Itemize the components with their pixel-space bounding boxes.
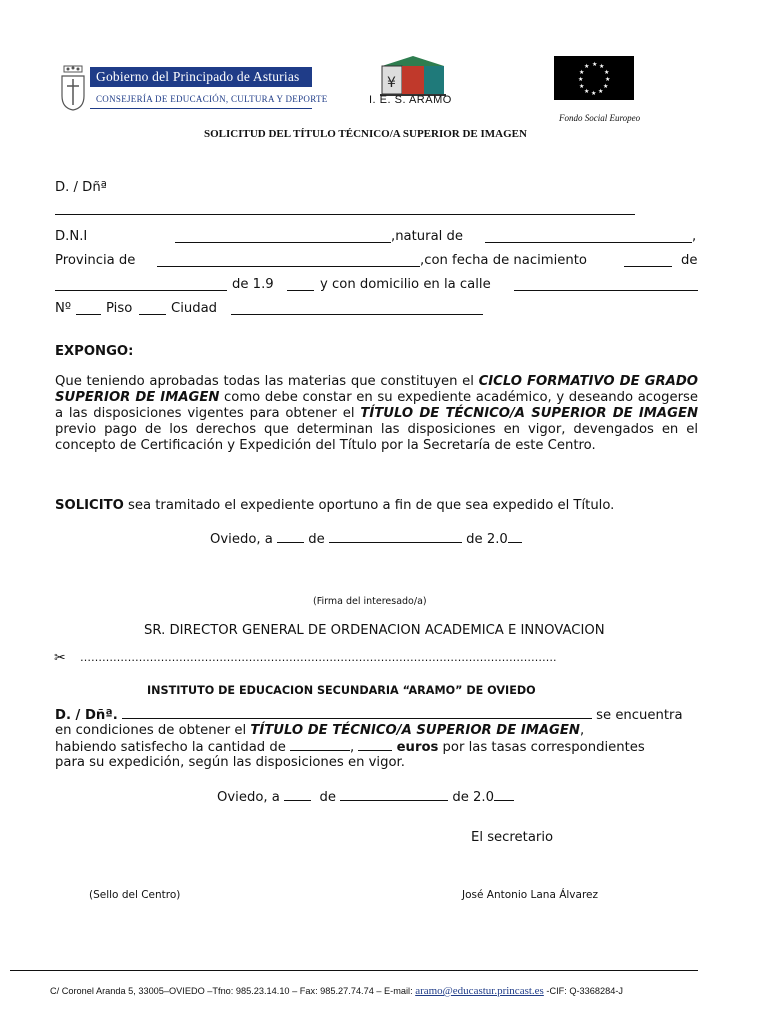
scissors-icon: ✂: [54, 650, 66, 666]
year-prefix: de 2.0: [466, 532, 508, 547]
receipt-month-field[interactable]: [340, 789, 448, 801]
footer-cif: -CIF: Q-3368284-J: [543, 986, 623, 996]
svg-text:★: ★: [584, 88, 590, 95]
ciudad-label: Ciudad: [171, 301, 218, 316]
receipt-line-4: para su expedición, según las disposiciones en vigor.: [55, 755, 405, 770]
svg-text:★: ★: [605, 76, 611, 83]
receipt-year-prefix: de 2.0: [452, 790, 495, 805]
oviedo-a-label: Oviedo, a: [210, 532, 273, 547]
expongo-heading: EXPONGO:: [55, 344, 134, 359]
date-line-2: [217, 789, 514, 806]
svg-text:★: ★: [579, 83, 585, 90]
receipt-name-field[interactable]: [122, 707, 592, 719]
gov-title: Gobierno del Principado de Asturias: [90, 67, 312, 87]
body-text-2: como debe constar en su expediente académico, y deseando acogerse a las disposiciones vigentes para obtener el: [55, 390, 698, 421]
ciclo-formativo-text: CICLO FORMATIVO DE GRADO SUPERIOR DE IMAGEN: [55, 374, 698, 405]
ciudad-line[interactable]: [231, 301, 483, 315]
piso-line[interactable]: [139, 301, 166, 315]
cut-line: ………………………………………………………………………………………………………………….: [80, 651, 557, 664]
receipt-de-label: de: [319, 790, 336, 805]
birth-day-line[interactable]: [624, 253, 672, 267]
month-field[interactable]: [329, 531, 462, 543]
fecha-nacimiento-label: ,con fecha de nacimiento: [420, 253, 587, 268]
amount-field[interactable]: [290, 739, 350, 751]
comma: ,: [692, 229, 697, 244]
receipt-line2-text: en condiciones de obtener el: [55, 723, 251, 738]
svg-text:★: ★: [578, 76, 584, 83]
street-line[interactable]: [514, 277, 698, 291]
receipt-line3-text: habiendo satisfecho la cantidad de: [55, 740, 291, 755]
body-text-1: Que teniendo aprobadas todas las materias que constituyen el: [55, 374, 479, 389]
gov-subtitle: CONSEJERÍA DE EDUCACIÓN, CULTURA Y DEPORTE: [96, 94, 328, 104]
provincia-label: Provincia de: [55, 253, 136, 268]
eu-caption: Fondo Social Europeo: [559, 113, 641, 123]
birth-year-line[interactable]: [287, 277, 314, 291]
asturias-coat-of-arms-icon: [60, 64, 86, 112]
de-label: de: [681, 253, 698, 268]
provincia-line[interactable]: [157, 253, 420, 267]
receipt-line-2: [55, 723, 584, 739]
eu-flag-icon: [554, 56, 634, 100]
receipt-day-field[interactable]: [284, 789, 311, 801]
birth-month-line[interactable]: [55, 277, 227, 291]
svg-text:★: ★: [598, 88, 604, 95]
dni-label: D.N.I: [55, 229, 88, 244]
receipt-oviedo-a: Oviedo, a: [217, 790, 280, 805]
solicito-text: sea tramitado el expediente oportuno a fin de que sea expedido el Título.: [123, 498, 615, 513]
year-field[interactable]: [508, 531, 522, 543]
svg-text:★: ★: [579, 69, 585, 76]
natural-de-label: ,natural de: [391, 229, 464, 244]
piso-label: Piso: [106, 301, 133, 316]
receipt-d-dna: D. / Dñª.: [55, 708, 118, 723]
svg-text:★: ★: [591, 90, 597, 97]
svg-text:★: ★: [604, 69, 610, 76]
receipt-titulo-text: TÍTULO DE TÉCNICO/A SUPERIOR DE IMAGEN: [250, 723, 580, 738]
footer-divider: [10, 970, 698, 971]
receipt-line-3: habiendo satisfecho la cantidad de , euros por las tasas correspondientes: [55, 740, 645, 755]
solicito-paragraph: [55, 498, 614, 514]
euros-label: euros: [396, 740, 439, 755]
domicilio-label: y con domicilio en la calle: [320, 277, 491, 292]
amount-cents-field[interactable]: [358, 739, 392, 751]
solicito-heading: SOLICITO: [55, 498, 124, 513]
svg-text:★: ★: [584, 63, 590, 70]
gov-divider: [90, 108, 312, 109]
d-dna-label: D. / Dñª: [55, 180, 107, 195]
date-line-1: [210, 531, 522, 548]
page-title: SOLICITUD DEL TÍTULO TÉCNICO/A SUPERIOR DE IMAGEN: [204, 128, 527, 140]
receipt-line-1: [55, 707, 698, 724]
svg-text:★: ★: [603, 83, 609, 90]
natural-de-line[interactable]: [485, 229, 692, 243]
svg-text:★: ★: [592, 61, 598, 68]
sello-caption: (Sello del Centro): [89, 889, 181, 901]
se-encuentra-text: se encuentra: [591, 708, 683, 723]
signer-name: José Antonio Lana Álvarez: [462, 889, 599, 901]
footer-email-link[interactable]: aramo@educastur.princast.es: [415, 985, 544, 997]
body-text-3: previo pago de los derechos que determinan las disposiciones en vigor, devengados en el concepto de Certificación y Expedición del Título por la Secretaría de este Centro.: [55, 422, 698, 453]
receipt-title: INSTITUTO DE EDUCACION SECUNDARIA “ARAMO” DE OVIEDO: [147, 684, 536, 697]
expongo-body: [55, 374, 698, 454]
footer-address: C/ Coronel Aranda 5, 33005–OVIEDO –Tfno: 985.23.14.10 – Fax: 985.27.74.74 – E-mail:: [50, 986, 416, 996]
svg-text:★: ★: [599, 63, 605, 70]
name-line[interactable]: [55, 203, 635, 215]
receipt-year-field[interactable]: [494, 789, 514, 801]
firma-caption: (Firma del interesado/a): [313, 596, 427, 607]
de-1-9-label: de 1.9: [232, 277, 274, 292]
receipt-line3-rest: por las tasas correspondientes: [438, 740, 645, 755]
numero-line[interactable]: [76, 301, 101, 315]
school-logo-text: I. E. S. ARAMO: [369, 94, 452, 106]
director-line: SR. DIRECTOR GENERAL DE ORDENACION ACADEMICA E INNOVACION: [144, 623, 605, 638]
secretario-label: El secretario: [471, 830, 554, 845]
day-field[interactable]: [277, 531, 304, 543]
dni-line[interactable]: [175, 229, 391, 243]
svg-text:¥: ¥: [387, 75, 396, 91]
numero-label: Nº: [55, 301, 72, 316]
footer: [50, 985, 623, 997]
receipt-comma: ,: [579, 723, 585, 738]
de-label: de: [308, 532, 325, 547]
titulo-text: TÍTULO DE TÉCNICO/A SUPERIOR DE IMAGEN: [360, 406, 698, 421]
